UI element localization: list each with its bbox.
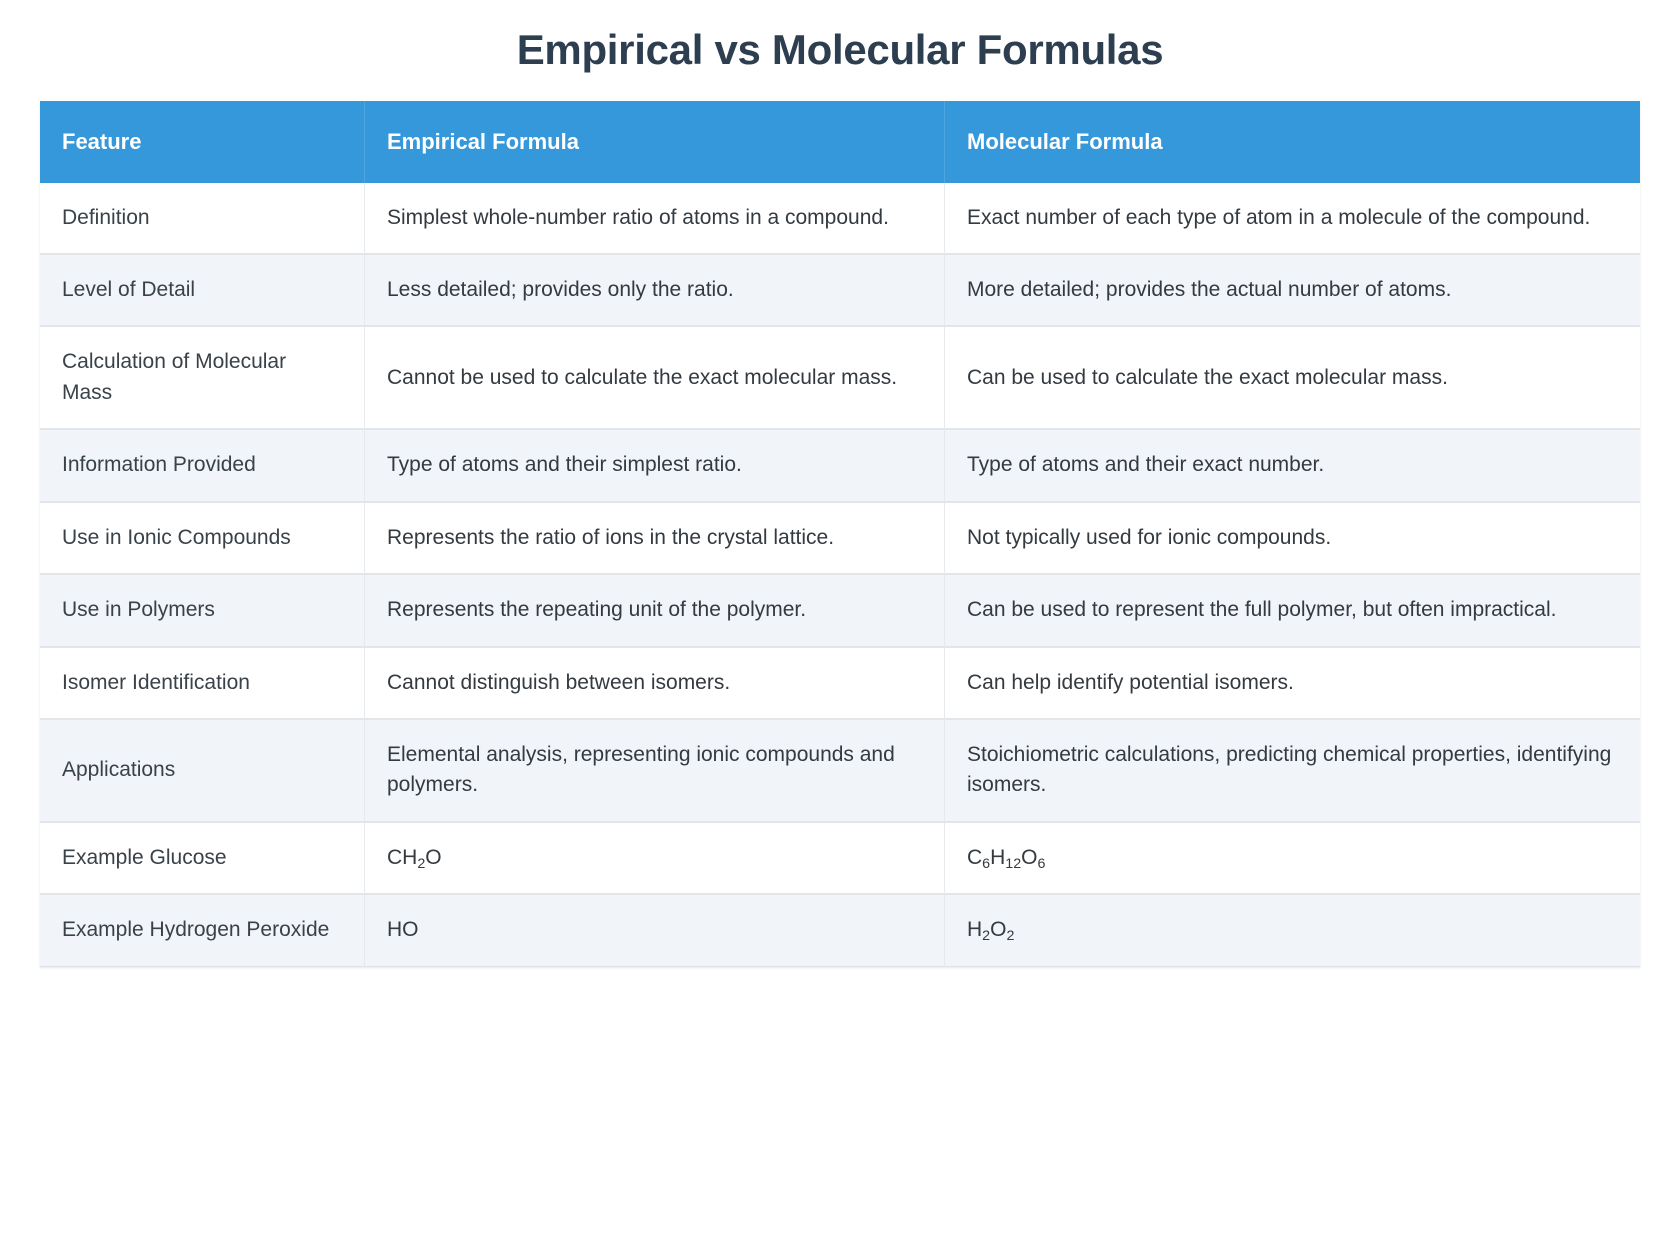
cell-feature: Calculation of Molecular Mass — [40, 327, 365, 430]
table-row — [40, 430, 1640, 502]
cell-feature: Use in Ionic Compounds — [40, 503, 365, 575]
cell-molecular-formula: More detailed; provides the actual number of atoms. — [945, 255, 1640, 327]
table-row — [40, 255, 1640, 327]
cell-molecular-formula: $H_2O_2$ — [945, 895, 1640, 966]
cell-molecular-formula: Stoichiometric calculations, predicting chemical properties, identifying isomers. — [945, 720, 1640, 823]
table-row — [40, 327, 1640, 430]
cell-empirical-formula: Type of atoms and their simplest ratio. — [365, 430, 945, 502]
column-header-molecular-formula: Molecular Formula — [945, 101, 1640, 183]
cell-feature: Level of Detail — [40, 255, 365, 327]
cell-feature: Example Hydrogen Peroxide — [40, 895, 365, 966]
cell-feature: Use in Polymers — [40, 575, 365, 647]
comparison-table-container — [40, 77, 1640, 967]
table-row — [40, 183, 1640, 255]
cell-molecular-formula: Can be used to represent the full polymer, but often impractical. — [945, 575, 1640, 647]
cell-empirical-formula: Cannot distinguish between isomers. — [365, 648, 945, 720]
cell-molecular-formula: Type of atoms and their exact number. — [945, 430, 1640, 502]
cell-empirical-formula: Cannot be used to calculate the exact molecular mass. — [365, 327, 945, 430]
cell-molecular-formula: Can be used to calculate the exact molecular mass. — [945, 327, 1640, 430]
table-header — [40, 101, 1640, 183]
column-header-empirical-formula: Empirical Formula — [365, 101, 945, 183]
table-row — [40, 720, 1640, 823]
cell-empirical-formula: Represents the repeating unit of the polymer. — [365, 575, 945, 647]
cell-molecular-formula: $C_6H_{12}O_6$ — [945, 823, 1640, 895]
cell-empirical-formula: Simplest whole-number ratio of atoms in a compound. — [365, 183, 945, 255]
cell-molecular-formula: Not typically used for ionic compounds. — [945, 503, 1640, 575]
table-body — [40, 183, 1640, 967]
cell-empirical-formula: HO — [365, 895, 945, 966]
comparison-table — [40, 101, 1640, 967]
table-row — [40, 895, 1640, 966]
table-row — [40, 823, 1640, 895]
cell-feature: Information Provided — [40, 430, 365, 502]
table-row — [40, 503, 1640, 575]
cell-feature: Applications — [40, 720, 365, 823]
cell-molecular-formula: Exact number of each type of atom in a molecule of the compound. — [945, 183, 1640, 255]
cell-empirical-formula: Represents the ratio of ions in the crystal lattice. — [365, 503, 945, 575]
cell-empirical-formula: Less detailed; provides only the ratio. — [365, 255, 945, 327]
table-row — [40, 648, 1640, 720]
table-header-row — [40, 101, 1640, 183]
cell-feature: Isomer Identification — [40, 648, 365, 720]
cell-feature: Example Glucose — [40, 823, 365, 895]
cell-feature: Definition — [40, 183, 365, 255]
cell-empirical-formula: $CH_2O$ — [365, 823, 945, 895]
cell-molecular-formula: Can help identify potential isomers. — [945, 648, 1640, 720]
page-title: Empirical vs Molecular Formulas — [516, 26, 1164, 73]
column-header-feature: Feature — [40, 101, 365, 183]
table-row — [40, 575, 1640, 647]
cell-empirical-formula: Elemental analysis, representing ionic compounds and polymers. — [365, 720, 945, 823]
